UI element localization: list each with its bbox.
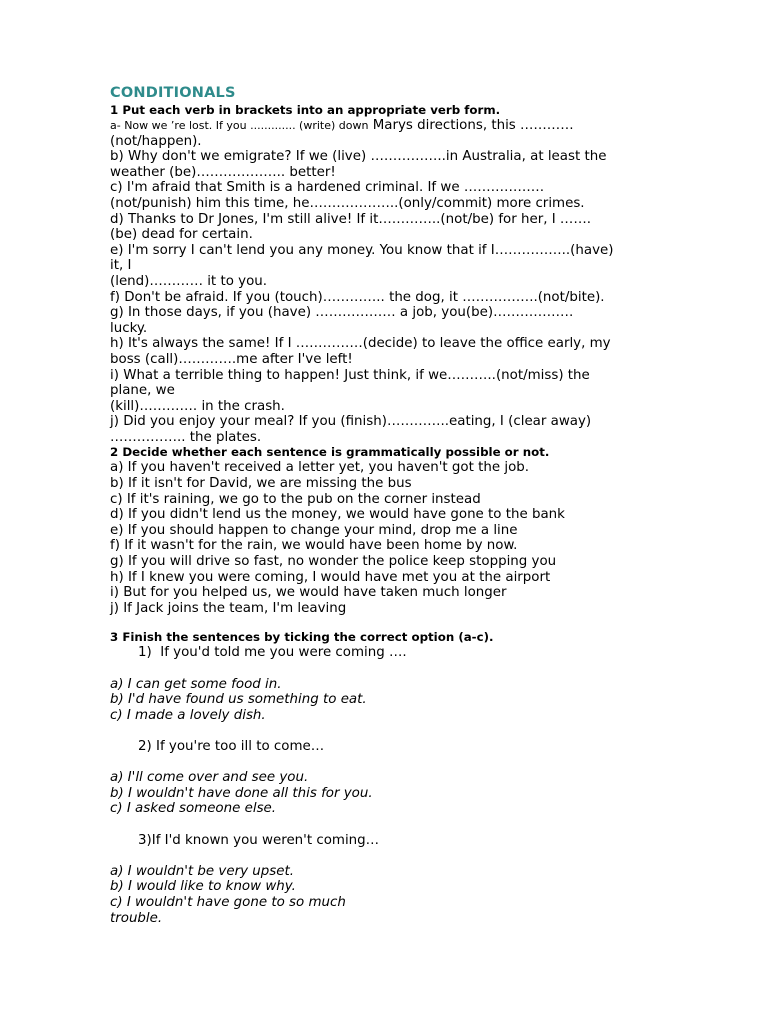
spacer xyxy=(110,723,670,739)
question-1 xyxy=(110,645,670,739)
option-a[interactable]: a) I wouldn't be very upset. xyxy=(110,863,294,879)
exercise-line: weather (be)……………….. better! xyxy=(110,164,336,180)
exercise-line: boss (call)………….me after I've left! xyxy=(110,351,353,367)
section-3-heading: 3 Finish the sentences by ticking the correct option (a-c). xyxy=(110,630,494,645)
exercise-line: (not/happen). xyxy=(110,133,202,149)
sentence-line: i) But for you helped us, we would have taken much longer xyxy=(110,585,507,601)
exercise-line: (be) dead for certain. xyxy=(110,227,253,243)
sentence-line: c) If it's raining, we go to the pub on the corner instead xyxy=(110,491,481,507)
exercise-line: (lend)………… it to you. xyxy=(110,273,267,289)
exercise-line: g) In those days, if you (have) ……………… a job, you(be)……………… xyxy=(110,305,574,321)
option-c[interactable]: c) I wouldn't have gone to so much xyxy=(110,894,346,910)
spacer xyxy=(110,848,670,864)
exercise-line: c) I'm afraid that Smith is a hardened criminal. If we ……………… xyxy=(110,180,545,196)
exercise-line: h) It's always the same! If I ……………(decide) to leave the office early, my xyxy=(110,336,611,352)
exercise-line-a-end: Marys directions, this ………… xyxy=(368,118,574,133)
sentence-line: e) If you should happen to change your mind, drop me a line xyxy=(110,522,518,538)
question-3 xyxy=(110,833,670,927)
section-3 xyxy=(110,630,670,926)
question-prompt: 3)If I'd known you weren't coming… xyxy=(138,832,380,848)
sentence-line: d) If you didn't lend us the money, we would have gone to the bank xyxy=(110,507,565,523)
section-1 xyxy=(110,103,670,445)
exercise-line: i) What a terrible thing to happen! Just think, if we………..(not/miss) the xyxy=(110,367,590,383)
exercise-line: plane, we xyxy=(110,383,175,399)
sentence-line: b) If it isn't for David, we are missing the bus xyxy=(110,476,412,492)
option-c-continued: trouble. xyxy=(110,910,163,926)
sentence-line: h) If I knew you were coming, I would have met you at the airport xyxy=(110,569,551,585)
sentence-line: j) If Jack joins the team, I'm leaving xyxy=(110,600,347,616)
option-b[interactable]: b) I would like to know why. xyxy=(110,879,296,895)
page-title: CONDITIONALS xyxy=(110,85,236,101)
option-c[interactable]: c) I made a lovely dish. xyxy=(110,707,266,723)
option-b[interactable]: b) I wouldn't have done all this for you. xyxy=(110,785,373,801)
option-a[interactable]: a) I can get some food in. xyxy=(110,676,282,692)
exercise-line: lucky. xyxy=(110,320,148,336)
sentence-line: g) If you will drive so fast, no wonder the police keep stopping you xyxy=(110,554,557,570)
worksheet xyxy=(110,84,670,926)
question-prompt: 1) If you'd told me you were coming …. xyxy=(138,645,407,661)
sentence-line: f) If it wasn't for the rain, we would have been home by now. xyxy=(110,538,518,554)
sentence-line: a) If you haven't received a letter yet, you haven't got the job. xyxy=(110,460,530,476)
exercise-line: (kill)…………. in the crash. xyxy=(110,398,285,414)
exercise-line: it, I xyxy=(110,258,132,274)
option-b[interactable]: b) I'd have found us something to eat. xyxy=(110,692,367,708)
exercise-line: j) Did you enjoy your meal? If you (finish)…………..eating, I (clear away) xyxy=(110,414,592,430)
spacer xyxy=(110,661,670,677)
question-2 xyxy=(110,739,670,833)
section-1-heading: 1 Put each verb in brackets into an appropriate verb form. xyxy=(110,103,501,117)
exercise-line: f) Don't be afraid. If you (touch)………….. the dog, it ……………..(not/bite). xyxy=(110,289,605,305)
section-2 xyxy=(110,445,670,616)
exercise-line: (not/punish) him this time, he………………..(only/commit) more crimes. xyxy=(110,195,585,211)
option-a[interactable]: a) I'll come over and see you. xyxy=(110,770,309,786)
spacer xyxy=(110,755,670,771)
spacer xyxy=(110,817,670,833)
section-2-heading: 2 Decide whether each sentence is grammatically possible or not. xyxy=(110,445,550,460)
exercise-line: e) I'm sorry I can't lend you any money. You know that if I……………..(have) xyxy=(110,242,614,258)
exercise-line-a-start: a- Now we ’re lost. If you ............. (write) down xyxy=(110,119,369,132)
exercise-line: b) Why don't we emigrate? If we (live) ……………..in Australia, at least the xyxy=(110,149,607,165)
exercise-line xyxy=(110,118,670,134)
option-c[interactable]: c) I asked someone else. xyxy=(110,801,277,817)
question-prompt: 2) If you're too ill to come… xyxy=(138,738,325,754)
exercise-line: …………….. the plates. xyxy=(110,429,262,445)
exercise-line: d) Thanks to Dr Jones, I'm still alive! If it…………..(not/be) for her, I ……. xyxy=(110,211,591,227)
